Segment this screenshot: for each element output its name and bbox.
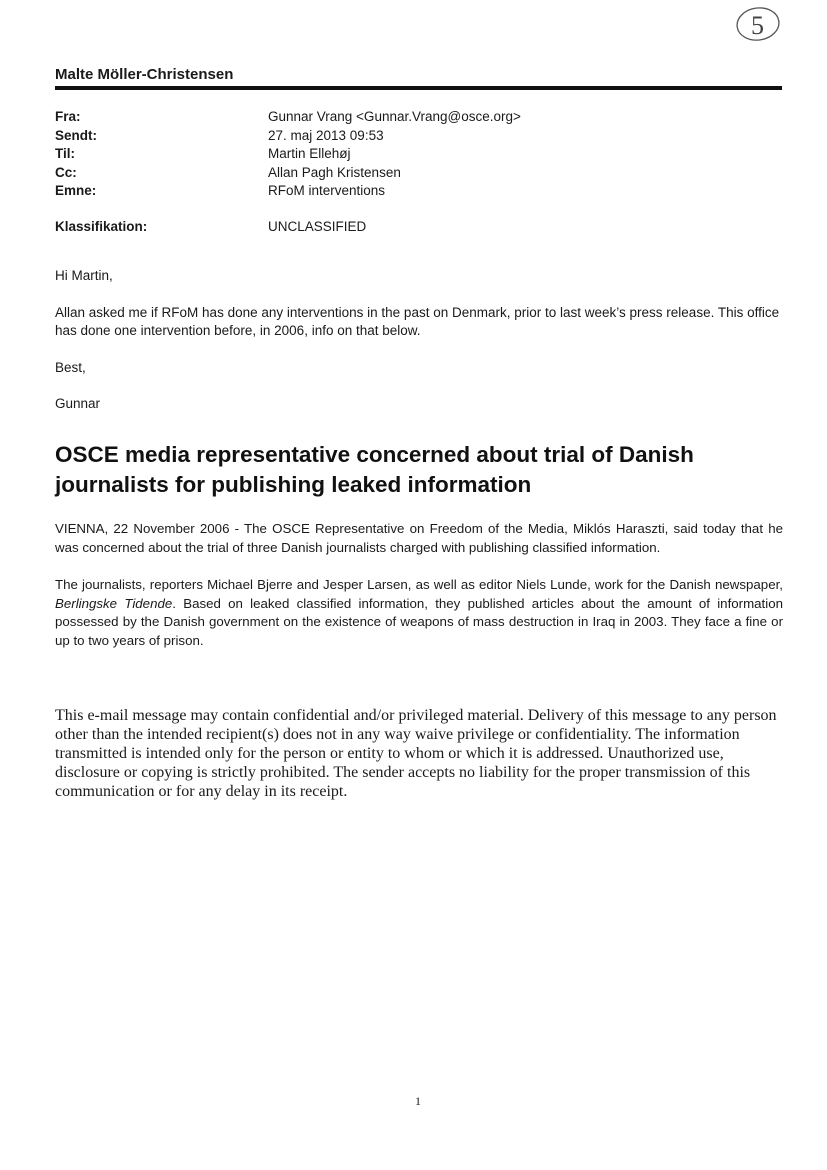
greeting: Hi Martin, <box>55 268 113 283</box>
sent-label: Sendt: <box>55 127 97 143</box>
legal-disclaimer: This e-mail message may contain confidential and/or privileged material. Delivery of this message to any person other than the intended recipient(s) does not in any way waive privilege or confidentiality. The information transmitted is intended only for the person or entity to whom or which it is addressed. Unauthorized use, disclosure or copying is strictly prohibited. The sender accepts no liability for the proper transmission of this communication or for any delay in its receipt. <box>55 707 777 800</box>
email-header <box>55 108 775 236</box>
handwritten-page-number-stamp <box>734 4 782 44</box>
svg-text:5: 5 <box>751 11 764 40</box>
from-label: Fra: <box>55 109 81 124</box>
to-value: Martin Ellehøj <box>268 146 351 161</box>
article-headline: OSCE media representative concerned about trial of Danish journalists for publishing leaked information <box>55 442 694 497</box>
to-label: Til: <box>55 146 75 161</box>
article-paragraph-2-start: The journalists, reporters Michael Bjerre and Jesper Larsen, as well as editor Niels Lunde, work for the Danish newspaper, <box>55 577 783 593</box>
body-paragraph: Allan asked me if RFoM has done any interventions in the past on Denmark, prior to last week’s press release. This office has done one intervention before, in 2006, info on that below. <box>55 304 780 339</box>
classification-value: UNCLASSIFIED <box>268 218 367 234</box>
page-number: 1 <box>415 1094 421 1108</box>
article-paragraph-1: VIENNA, 22 November 2006 - The OSCE Representative on Freedom of the Media, Miklós Haraszti, said today that he was concerned about the trial of three Danish journalists charged with publishing classified information. <box>55 521 783 555</box>
cc-value: Allan Pagh Kristensen <box>268 164 401 180</box>
sent-row <box>55 127 775 146</box>
subject-label: Emne: <box>55 183 97 198</box>
sent-value: 27. maj 2013 09:53 <box>268 127 384 143</box>
article-paragraph-2 <box>55 576 783 650</box>
email-body <box>55 267 783 432</box>
classification-label: Klassifikation: <box>55 218 148 234</box>
subject-row <box>55 182 775 201</box>
to-row <box>55 145 775 164</box>
cc-label: Cc: <box>55 164 77 180</box>
header-divider <box>55 86 782 90</box>
subject-value: RFoM interventions <box>268 183 386 198</box>
classification-row <box>55 218 775 237</box>
closing: Best, <box>55 359 86 375</box>
cc-row <box>55 164 775 183</box>
article-body <box>55 520 783 670</box>
mailbox-owner-name: Malte Möller-Christensen <box>55 66 234 83</box>
newspaper-name: Berlingske Tidende <box>55 595 173 611</box>
signature: Gunnar <box>55 396 101 412</box>
article-paragraph-2-end: . Based on leaked classified information, they published articles about the amount of information possessed by the Danish government on the existence of weapons of mass destruction in Iraq in 2003. They face a fine or up to two years of prison. <box>55 595 783 648</box>
from-row <box>55 108 775 127</box>
from-value: Gunnar Vrang <Gunnar.Vrang@osce.org> <box>268 109 521 124</box>
